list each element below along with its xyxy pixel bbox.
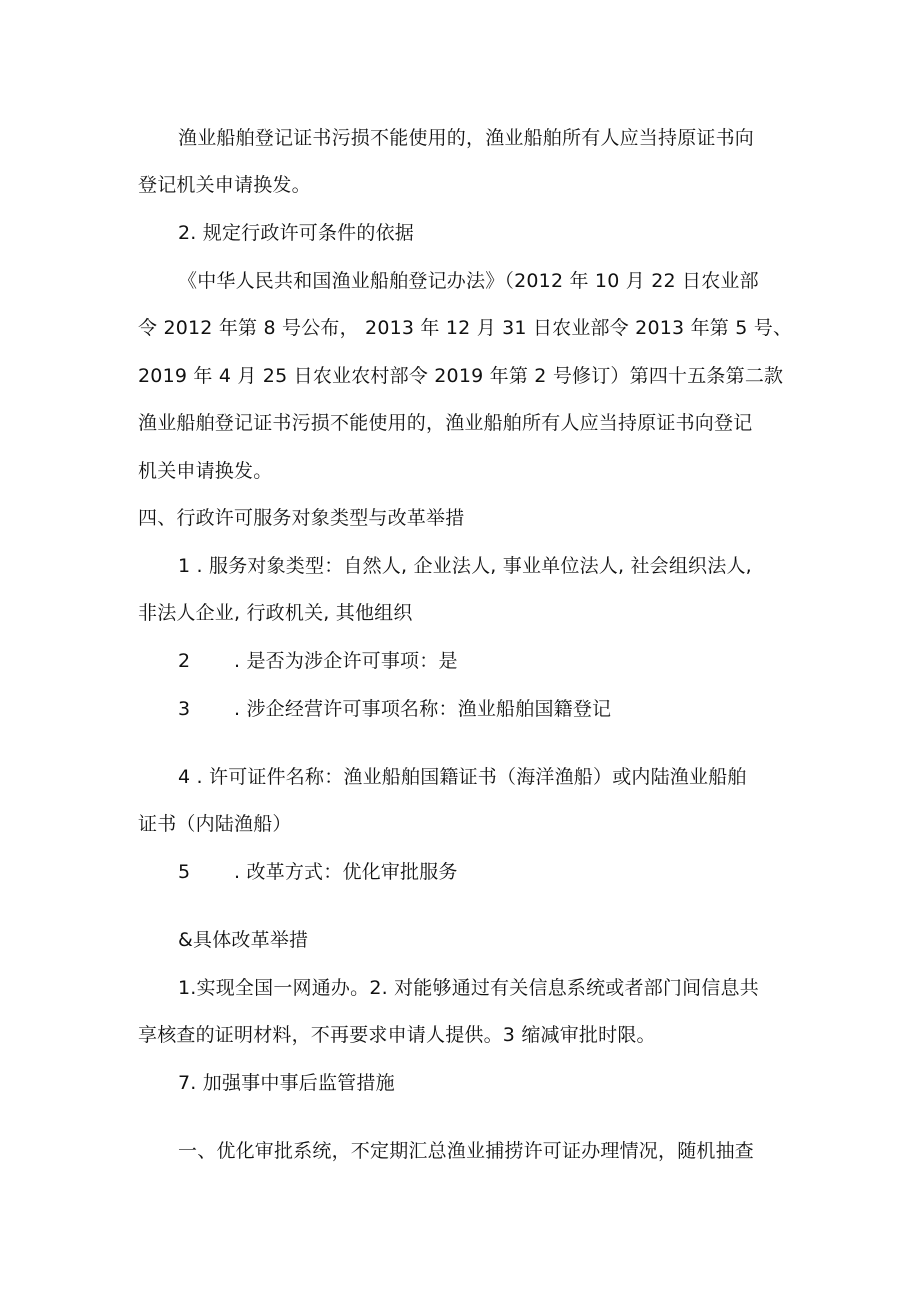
subheading-6: &具体改革举措	[178, 929, 309, 951]
paragraph-line-8: 机关申请换发。	[138, 460, 273, 482]
list-item-3: 3 . 涉企经营许可事项名称：渔业船舶国籍登记	[178, 698, 612, 720]
list-item-2: 2 . 是否为涉企许可事项：是	[178, 650, 458, 672]
list-item-4: 4 . 许可证件名称：渔业船舶国籍证书（海洋渔船）或内陆渔业船舶	[178, 766, 747, 788]
section-heading-2: 2. 规定行政许可条件的依据	[178, 222, 414, 244]
paragraph-line-4: 《中华人民共和国渔业船舶登记办法》（2012 年 10 月 22 日农业部	[178, 270, 759, 292]
paragraph-line-7: 渔业船舶登记证书污损不能使用的，渔业船舶所有人应当持原证书向登记	[138, 412, 753, 434]
list-item-4-continuation: 证书（内陆渔船）	[138, 813, 292, 835]
paragraph-line-1: 渔业船舶登记证书污损不能使用的，渔业船舶所有人应当持原证书向	[178, 127, 755, 149]
subheading-7: 7. 加强事中事后监管措施	[178, 1072, 395, 1094]
paragraph-line-2: 登记机关申请换发。	[138, 174, 311, 196]
list-item-1-continuation: 非法人企业, 行政机关, 其他组织	[138, 602, 413, 624]
list-item-5: 5 . 改革方式：优化审批服务	[178, 861, 458, 883]
section-heading-4: 四、行政许可服务对象类型与改革举措	[138, 507, 465, 529]
paragraph-line-5: 令 2012 年第 8 号公布， 2013 年 12 月 31 日农业部令 2013 年第 5 号、	[138, 317, 793, 339]
reform-measures-line-1: 1.实现全国一网通办。2. 对能够通过有关信息系统或者部门间信息共	[178, 977, 759, 999]
reform-measures-line-2: 享核查的证明材料，不再要求申请人提供。3 缩减审批时限。	[138, 1024, 656, 1046]
paragraph-line-last: 一、优化审批系统，不定期汇总渔业捕捞许可证办理情况，随机抽查	[178, 1140, 755, 1162]
list-item-1: 1 . 服务对象类型：自然人, 企业法人, 事业单位法人, 社会组织法人,	[178, 555, 752, 577]
paragraph-line-6: 2019 年 4 月 25 日农业农村部令 2019 年第 2 号修订）第四十五条第二款	[138, 365, 784, 387]
